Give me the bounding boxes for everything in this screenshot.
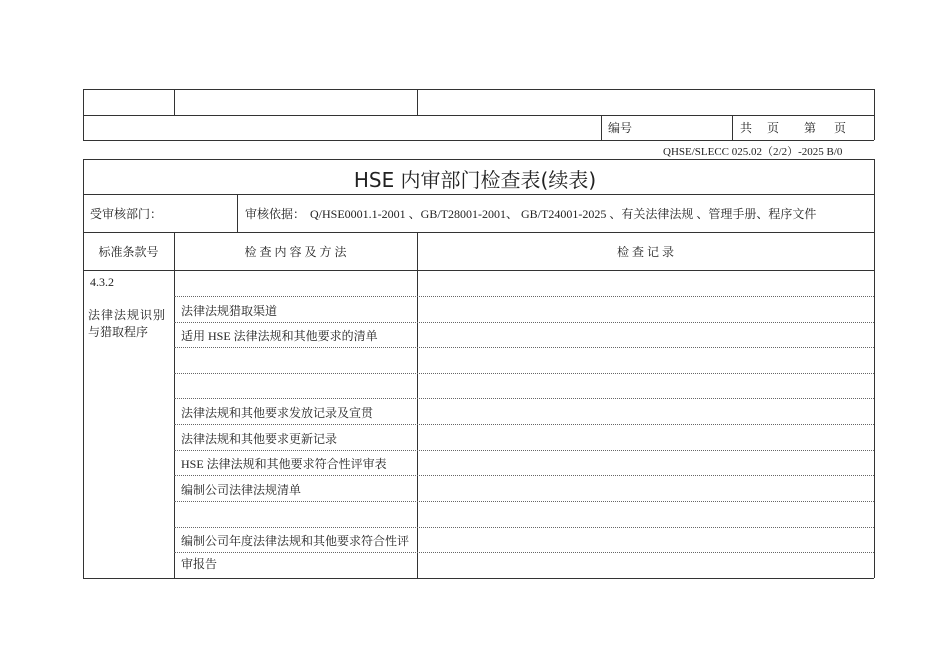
column-header-record: 检 查 记 录 xyxy=(616,245,674,259)
clause-name-line-2: 与猎取程序 xyxy=(88,325,149,339)
number-label: 编号 xyxy=(608,121,633,135)
audit-basis-text: Q/HSE0001.1-2001 、GB/T28001-2001、 GB/T24001-2025 、有关法律法规 、管理手册、程序文件 xyxy=(310,207,817,221)
column-header-content: 检 查 内 容 及 方 法 xyxy=(244,245,347,259)
check-item: 法律法规和其他要求发放记录及宣贯 xyxy=(181,406,374,420)
check-item: 法律法规和其他要求更新记录 xyxy=(181,432,338,446)
check-item: 编制公司法律法规清单 xyxy=(181,483,302,497)
clause-name-line-1: 法律法规识别 xyxy=(88,308,167,322)
page-label-2: 页 xyxy=(834,121,847,135)
check-item: 适用 HSE 法律法规和其他要求的清单 xyxy=(181,329,378,343)
document-code: QHSE/SLECC 025.02（2/2）-2025 B/0 xyxy=(663,146,843,158)
check-item: 审报告 xyxy=(181,557,218,571)
check-item: 法律法规猎取渠道 xyxy=(181,304,278,318)
nth-label: 第 xyxy=(804,121,817,135)
column-header-clause: 标准条款号 xyxy=(98,245,159,259)
audited-department-label: 受审核部门： xyxy=(90,207,163,221)
check-item: HSE 法律法规和其他要求符合性评审表 xyxy=(181,457,387,471)
page-label-1: 页 xyxy=(767,121,780,135)
form-title: HSE 内审部门检查表(续表) xyxy=(353,168,597,192)
total-label: 共 xyxy=(740,121,753,135)
check-item: 编制公司年度法律法规和其他要求符合性评 xyxy=(181,534,410,548)
clause-number: 4.3.2 xyxy=(90,275,114,289)
audit-basis-label: 审核依据： xyxy=(245,207,306,221)
